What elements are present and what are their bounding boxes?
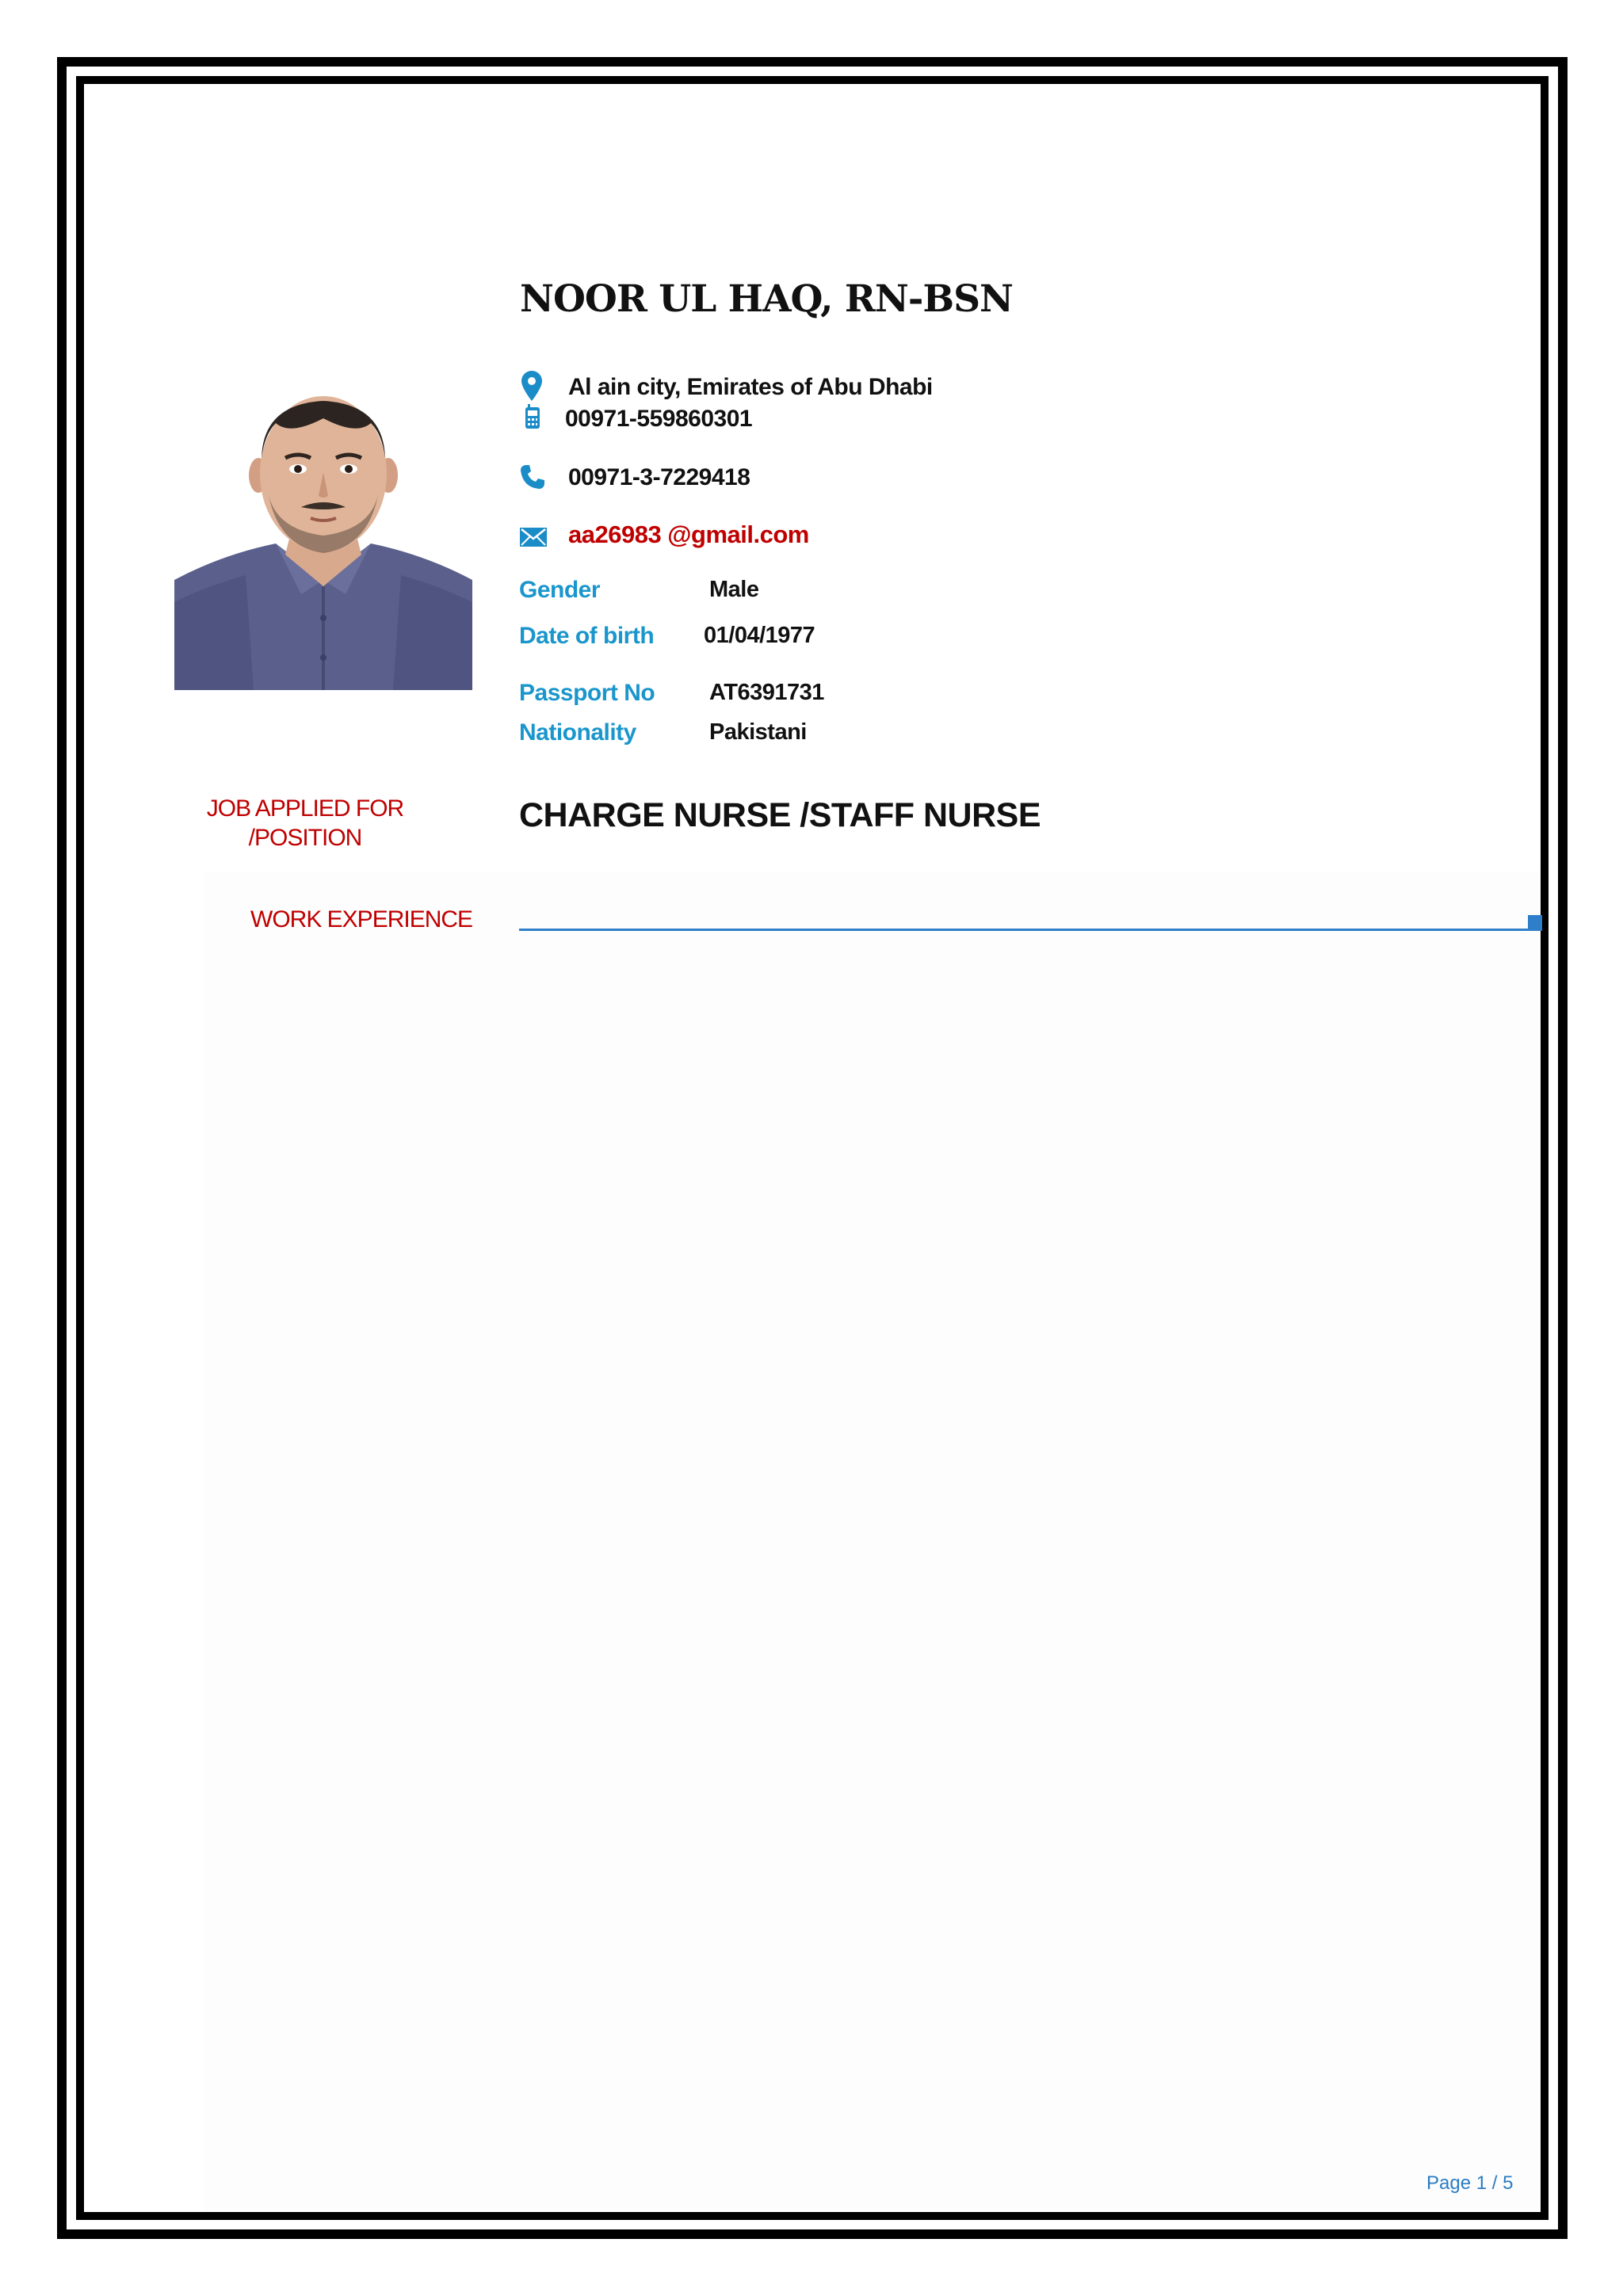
section-divider-marker	[1528, 915, 1542, 931]
dob-label: Date of birth	[519, 623, 655, 649]
mobile-phone-icon	[525, 404, 540, 429]
profile-photo	[174, 396, 472, 690]
envelope-icon	[520, 528, 547, 547]
mobile-number: 00971-559860301	[565, 406, 753, 432]
dob-value: 01/04/1977	[704, 623, 815, 648]
nationality-label: Nationality	[519, 719, 636, 746]
email-link[interactable]: aa26983 @gmail.com	[568, 521, 809, 548]
passport-value: AT6391731	[709, 680, 824, 705]
applicant-name: NOOR UL HAQ, RN-BSN	[520, 277, 1014, 321]
passport-label: Passport No	[519, 680, 655, 706]
gender-label: Gender	[519, 577, 601, 603]
phone-handset-icon	[520, 464, 545, 490]
position-title: CHARGE NURSE /STAFF NURSE	[519, 796, 1041, 834]
gender-value: Male	[709, 577, 759, 602]
page-number: Page 1 / 5	[1426, 2172, 1514, 2194]
location-pin-icon	[521, 371, 542, 401]
job-applied-heading-line2: /POSITION	[248, 825, 362, 851]
work-experience-heading: WORK EXPERIENCE	[250, 906, 473, 933]
section-divider	[519, 929, 1532, 931]
address-text: Al ain city, Emirates of Abu Dhabi	[568, 374, 933, 400]
page-background	[204, 871, 1541, 2210]
job-applied-heading	[198, 794, 412, 852]
phone-number: 00971-3-7229418	[568, 464, 750, 490]
nationality-value: Pakistani	[709, 719, 807, 745]
job-applied-heading-line1: JOB APPLIED FOR	[206, 795, 404, 822]
